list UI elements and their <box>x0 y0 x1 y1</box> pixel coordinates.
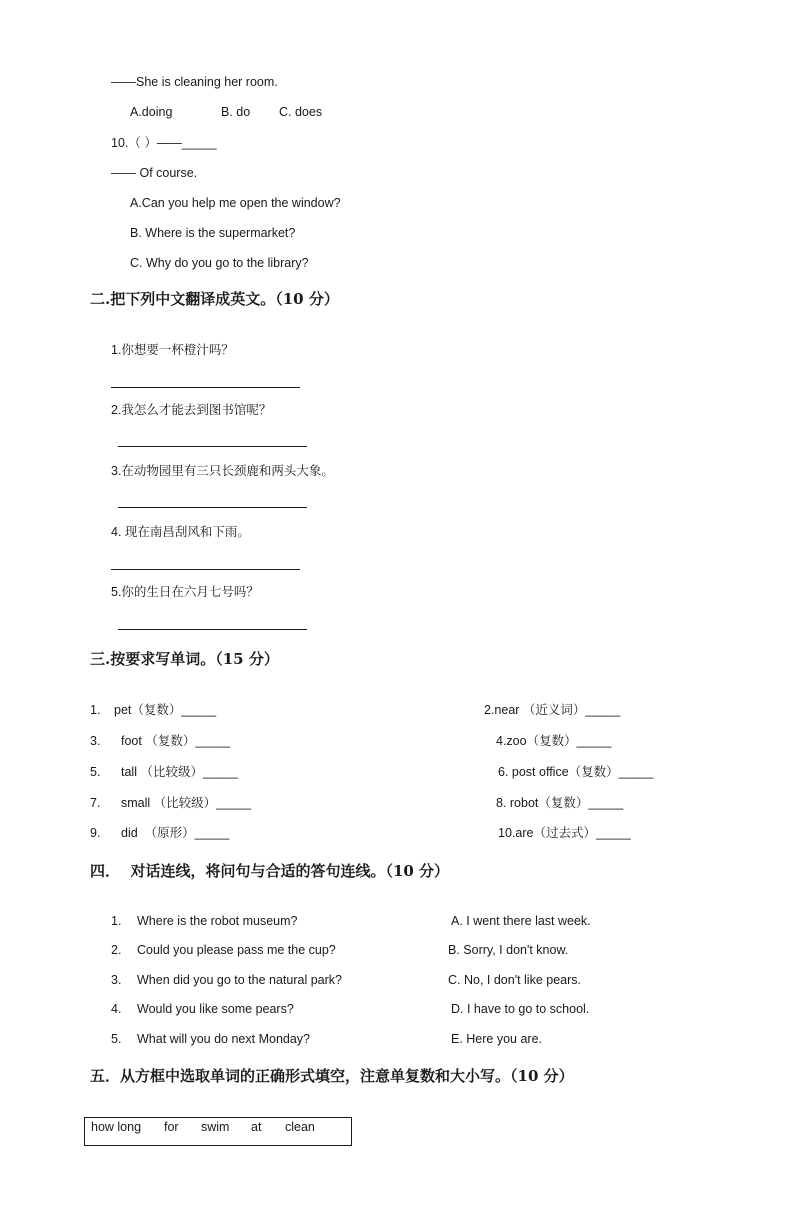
section2-item-5: 5.你的生日在六月七号吗？ <box>111 585 259 599</box>
q10-reply: —— Of course. <box>111 166 198 180</box>
section4-question-1: Where is the robot museum? <box>137 914 298 928</box>
section5-title: 五．从方框中选取单词的正确形式填空，注意单复数和大小写。（10 分） <box>90 1067 574 1085</box>
section3-row-4-right: 8. robot（复数）_____ <box>496 796 624 810</box>
section4-question-2: Could you please pass me the cup? <box>137 943 336 957</box>
section4-question-4: Would you like some pears? <box>137 1002 294 1016</box>
section4-answer-b: B. Sorry, I don't know. <box>448 943 569 957</box>
word-box-item: clean <box>285 1120 315 1134</box>
q9-option-a: A.doing <box>130 105 173 119</box>
section3-row-3-right: 6. post office（复数）_____ <box>498 765 654 779</box>
section4-question-5: What will you do next Monday? <box>137 1032 311 1046</box>
q10-option-b: B. Where is the supermarket? <box>130 226 296 240</box>
word-box-item: at <box>251 1120 262 1134</box>
q10-option-a: A.Can you help me open the window? <box>130 196 341 210</box>
section4-row-1-num: 1. <box>111 914 122 928</box>
q9-answer-line: ——She is cleaning her room. <box>111 75 278 89</box>
q10-option-c: C. Why do you go to the library? <box>130 256 309 270</box>
section3-row-1-num: 1. <box>90 703 101 717</box>
section3-row-5-right: 10.are（过去式）_____ <box>498 826 631 840</box>
section4-answer-d: D. I have to go to school. <box>451 1002 590 1016</box>
word-box-item: swim <box>201 1120 230 1134</box>
section2-title: 二.把下列中文翻译成英文。（10 分） <box>90 290 339 308</box>
answer-line-3[interactable] <box>118 507 307 508</box>
section2-item-4: 4. 现在南昌刮风和下雨。 <box>111 525 250 539</box>
section3-row-4-num: 7. <box>90 796 101 810</box>
section3-row-2-num: 3. <box>90 734 101 748</box>
section2-item-2: 2.我怎么才能去到图书馆呢？ <box>111 403 272 417</box>
section4-answer-a: A. I went there last week. <box>451 914 591 928</box>
section4-row-3-num: 3. <box>111 973 122 987</box>
section3-row-2-left: foot （复数）_____ <box>121 734 231 748</box>
section3-row-1-right: 2.near （近义词）_____ <box>484 703 621 717</box>
section4-row-2-num: 2. <box>111 943 122 957</box>
section3-row-1-left: pet（复数）_____ <box>114 703 217 717</box>
answer-line-4[interactable] <box>111 569 300 570</box>
section2-item-3: 3.在动物园里有三只长颈鹿和两头大象。 <box>111 464 334 478</box>
section3-row-2-right: 4.zoo（复数）_____ <box>496 734 612 748</box>
word-box-item: for <box>164 1120 179 1134</box>
q10-stem: 10.（ ）——_____ <box>111 136 217 150</box>
section4-answer-e: E. Here you are. <box>451 1032 543 1046</box>
section4-question-3: When did you go to the natural park? <box>137 973 342 987</box>
section3-row-3-left: tall （比较级）_____ <box>121 765 238 779</box>
section3-title: 三.按要求写单词。（15 分） <box>90 650 279 668</box>
section4-answer-c: C. No, I don't like pears. <box>448 973 582 987</box>
q9-option-c: C. does <box>279 105 323 119</box>
section4-row-5-num: 5. <box>111 1032 122 1046</box>
answer-line-2[interactable] <box>118 446 307 447</box>
section4-row-4-num: 4. <box>111 1002 122 1016</box>
word-box-item: how long <box>91 1120 142 1134</box>
section3-row-5-num: 9. <box>90 826 101 840</box>
section3-row-4-left: small （比较级）_____ <box>121 796 251 810</box>
q9-option-b: B. do <box>221 105 251 119</box>
section3-row-3-num: 5. <box>90 765 101 779</box>
answer-line-1[interactable] <box>111 387 300 388</box>
answer-line-5[interactable] <box>118 629 307 630</box>
section4-title: 四． 对话连线，将问句与合适的答句连线。（10 分） <box>90 862 450 880</box>
section3-row-5-left: did （原形）_____ <box>121 826 230 840</box>
section2-item-1: 1.你想要一杯橙汁吗？ <box>111 343 234 357</box>
